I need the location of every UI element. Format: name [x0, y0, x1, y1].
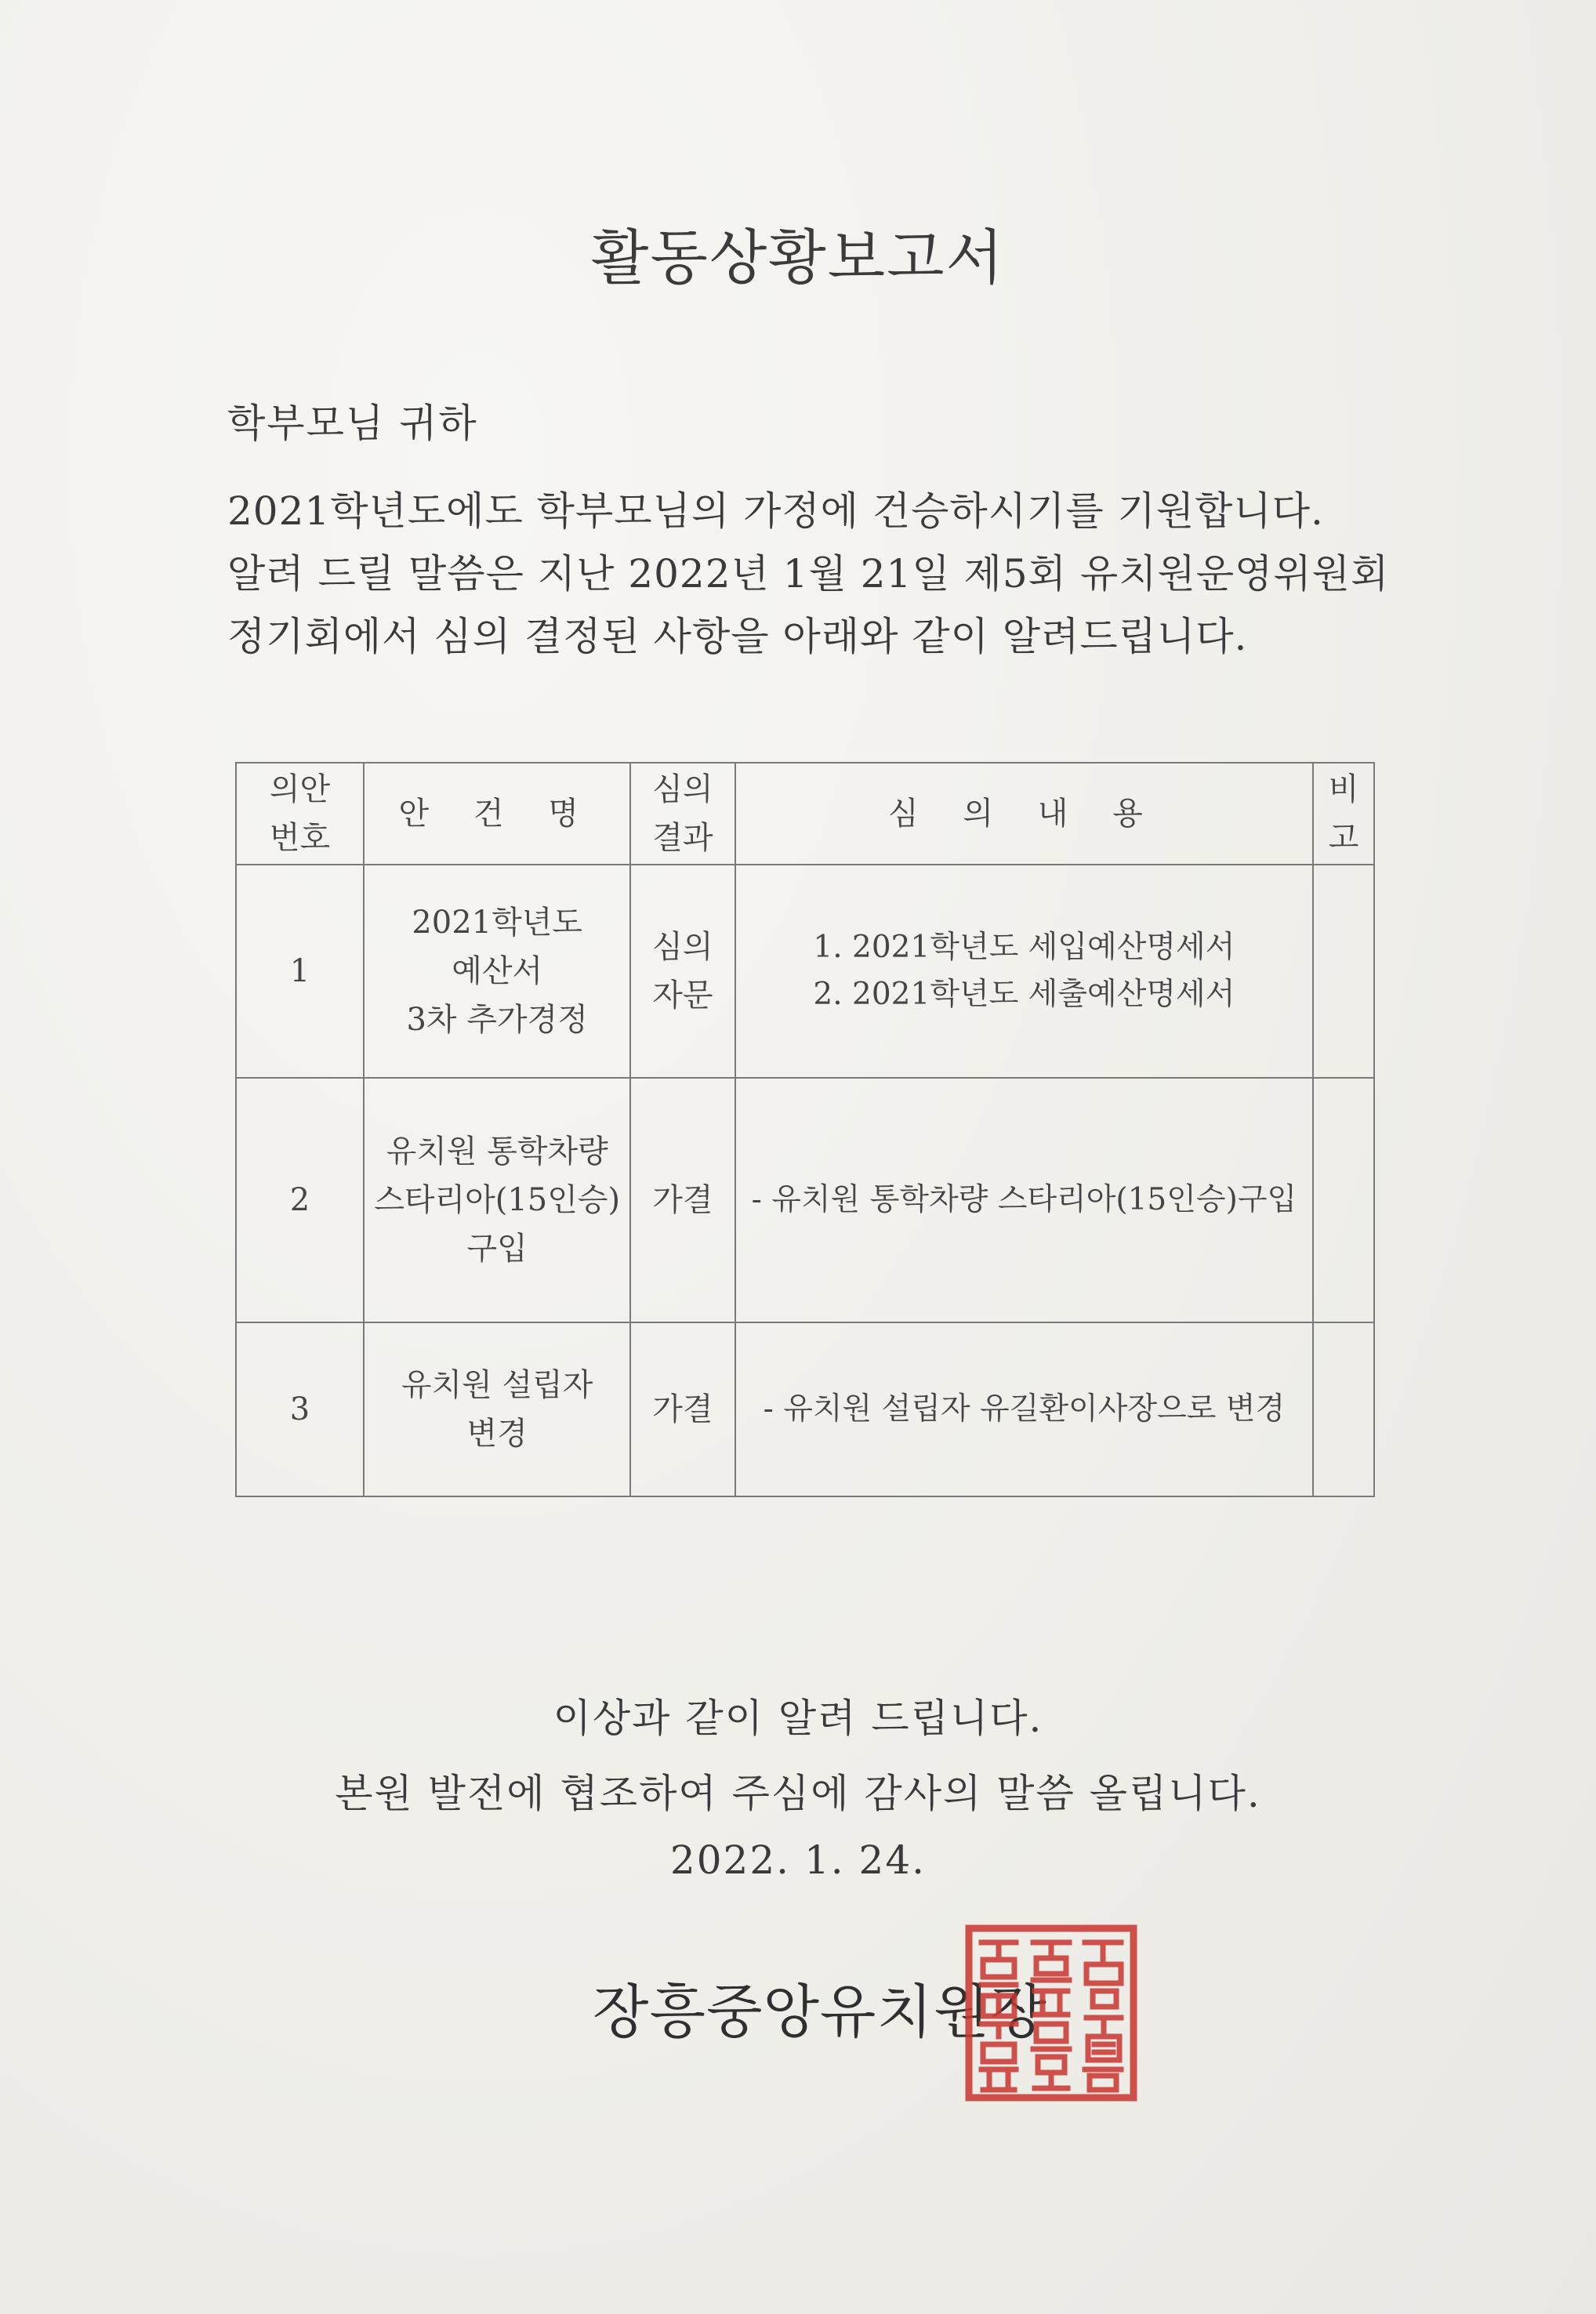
table-row	[236, 1078, 1374, 1322]
cell-review-content: - 유치원 설립자 유길환이사장으로 변경	[735, 1322, 1314, 1496]
table-row	[236, 865, 1374, 1078]
cell-note	[1313, 1322, 1374, 1496]
intro-paragraph-line-3: 정기회에서 심의 결정된 사항을 아래와 같이 알려드립니다.	[227, 614, 1248, 659]
cell-agenda-name: 유치원 통학차량 스타리아(15인승) 구입	[364, 1078, 630, 1322]
cell-agenda-number: 1	[236, 865, 364, 1078]
table-row	[236, 1322, 1374, 1496]
header-review-content: 심 의 내 용	[735, 763, 1314, 865]
cell-agenda-number: 2	[236, 1078, 364, 1322]
header-note: 비 고	[1313, 763, 1374, 865]
official-seal-icon	[961, 1919, 1141, 2107]
table-header-row	[236, 763, 1374, 865]
cell-agenda-name: 유치원 설립자 변경	[364, 1322, 630, 1496]
cell-note	[1313, 1078, 1374, 1322]
header-agenda-number: 의안 번호	[236, 763, 364, 865]
cell-review-content: - 유치원 통학차량 스타리아(15인승)구입	[735, 1078, 1314, 1322]
header-agenda-name: 안 건 명	[364, 763, 630, 865]
cell-agenda-name: 2021학년도 예산서 3차 추가경정	[364, 865, 630, 1078]
recipient-line: 학부모님 귀하	[227, 401, 478, 446]
intro-paragraph-line-1: 2021학년도에도 학부모님의 가정에 건승하시기를 기원합니다.	[227, 488, 1324, 534]
cell-note	[1313, 865, 1374, 1078]
cell-review-result: 가결	[630, 1078, 735, 1322]
intro-paragraph-line-2: 알려 드릴 말씀은 지난 2022년 1월 21일 제5회 유치원운영위원회	[227, 551, 1390, 597]
agenda-table	[235, 762, 1375, 1497]
cell-agenda-number: 3	[236, 1322, 364, 1496]
header-review-result: 심의 결과	[630, 763, 735, 865]
cell-review-content: 1. 2021학년도 세입예산명세서 2. 2021학년도 세출예산명세서	[735, 865, 1314, 1078]
cell-review-result: 심의 자문	[630, 865, 735, 1078]
document-date: 2022. 1. 24.	[669, 1837, 927, 1883]
document-title: 활동상황보고서	[591, 223, 1005, 292]
closing-line-2: 본원 발전에 협조하여 주심에 감사의 말씀 올립니다.	[335, 1771, 1261, 1816]
signature-name: 장흥중앙유치원장	[593, 1979, 1047, 2046]
cell-review-result: 가결	[630, 1322, 735, 1496]
closing-line-1: 이상과 같이 알려 드립니다.	[553, 1696, 1043, 1741]
